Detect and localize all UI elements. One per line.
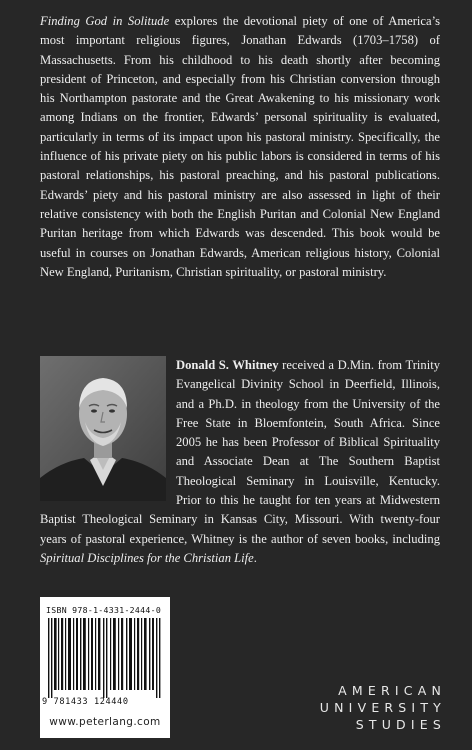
author-bio-end: . — [253, 550, 257, 565]
author-name: Donald S. Whitney — [176, 358, 279, 372]
author-section — [40, 356, 440, 568]
barcode-digits: 9 781433 124440 — [42, 697, 129, 707]
series-line-2: UNIVERSITY — [319, 700, 446, 715]
barcode-icon — [46, 618, 164, 698]
publisher-url: www.peterlang.com — [49, 716, 161, 728]
book-description-text: explores the devotional piety of one of America’s most important religious figures, Jonathan Edwards (1703–1758) of Massachusetts. From his childhood to his death shortly after becoming president of Princeton, and especially from his Christian conversion through his Northampton pastorate and the Great Awakening to his missionary work among Indians on the frontier, Edwards’ personal spirituality is evaluated, particularly in terms of its impact upon his pastoral ministry. Specifically, the influence of his private piety on his public labors is considered in terms of his pastoral relationships, his pastoral preaching, and his pastoral publications. Edwards’ piety and his pastoral ministry are also assessed in light of their relative consistency with both the English Puritan and Colonial New England Puritan heritage from which Edwards was descended. This book would be useful in courses on Jonathan Edwards, American religious history, Colonial New England, Puritanism, Christian spirituality, or pastoral ministry. — [40, 14, 440, 279]
book-title: Finding God in Solitude — [40, 14, 170, 28]
barcode-panel — [40, 597, 170, 738]
isbn-label: ISBN 978-1-4331-2444-0 — [46, 605, 162, 615]
author-book-title: Spiritual Disciplines for the Christian Life — [40, 550, 254, 565]
series-line-1: AMERICAN — [338, 683, 446, 698]
book-description — [40, 12, 440, 282]
author-photo — [40, 356, 166, 501]
series-line-3: STUDIES — [355, 717, 446, 732]
author-bio-text: received a D.Min. from Trinity Evangelical Divinity School in Deerfield, Illinois, and a Ph.D. in theology from the University of the Free State in Bloemfontein, South Africa. Since 2005 he has been Professor of Biblical Spirituality and Associate Dean at The Southern Baptist Theological Seminary in Louisville, Kentucky. Prior to this he taught for ten years at Midwestern Baptist Theological Seminary in Kansas City, Missouri. With twenty-four years of pastoral experience, Whitney is the author of seven books, including — [40, 358, 440, 546]
series-name — [320, 682, 446, 733]
